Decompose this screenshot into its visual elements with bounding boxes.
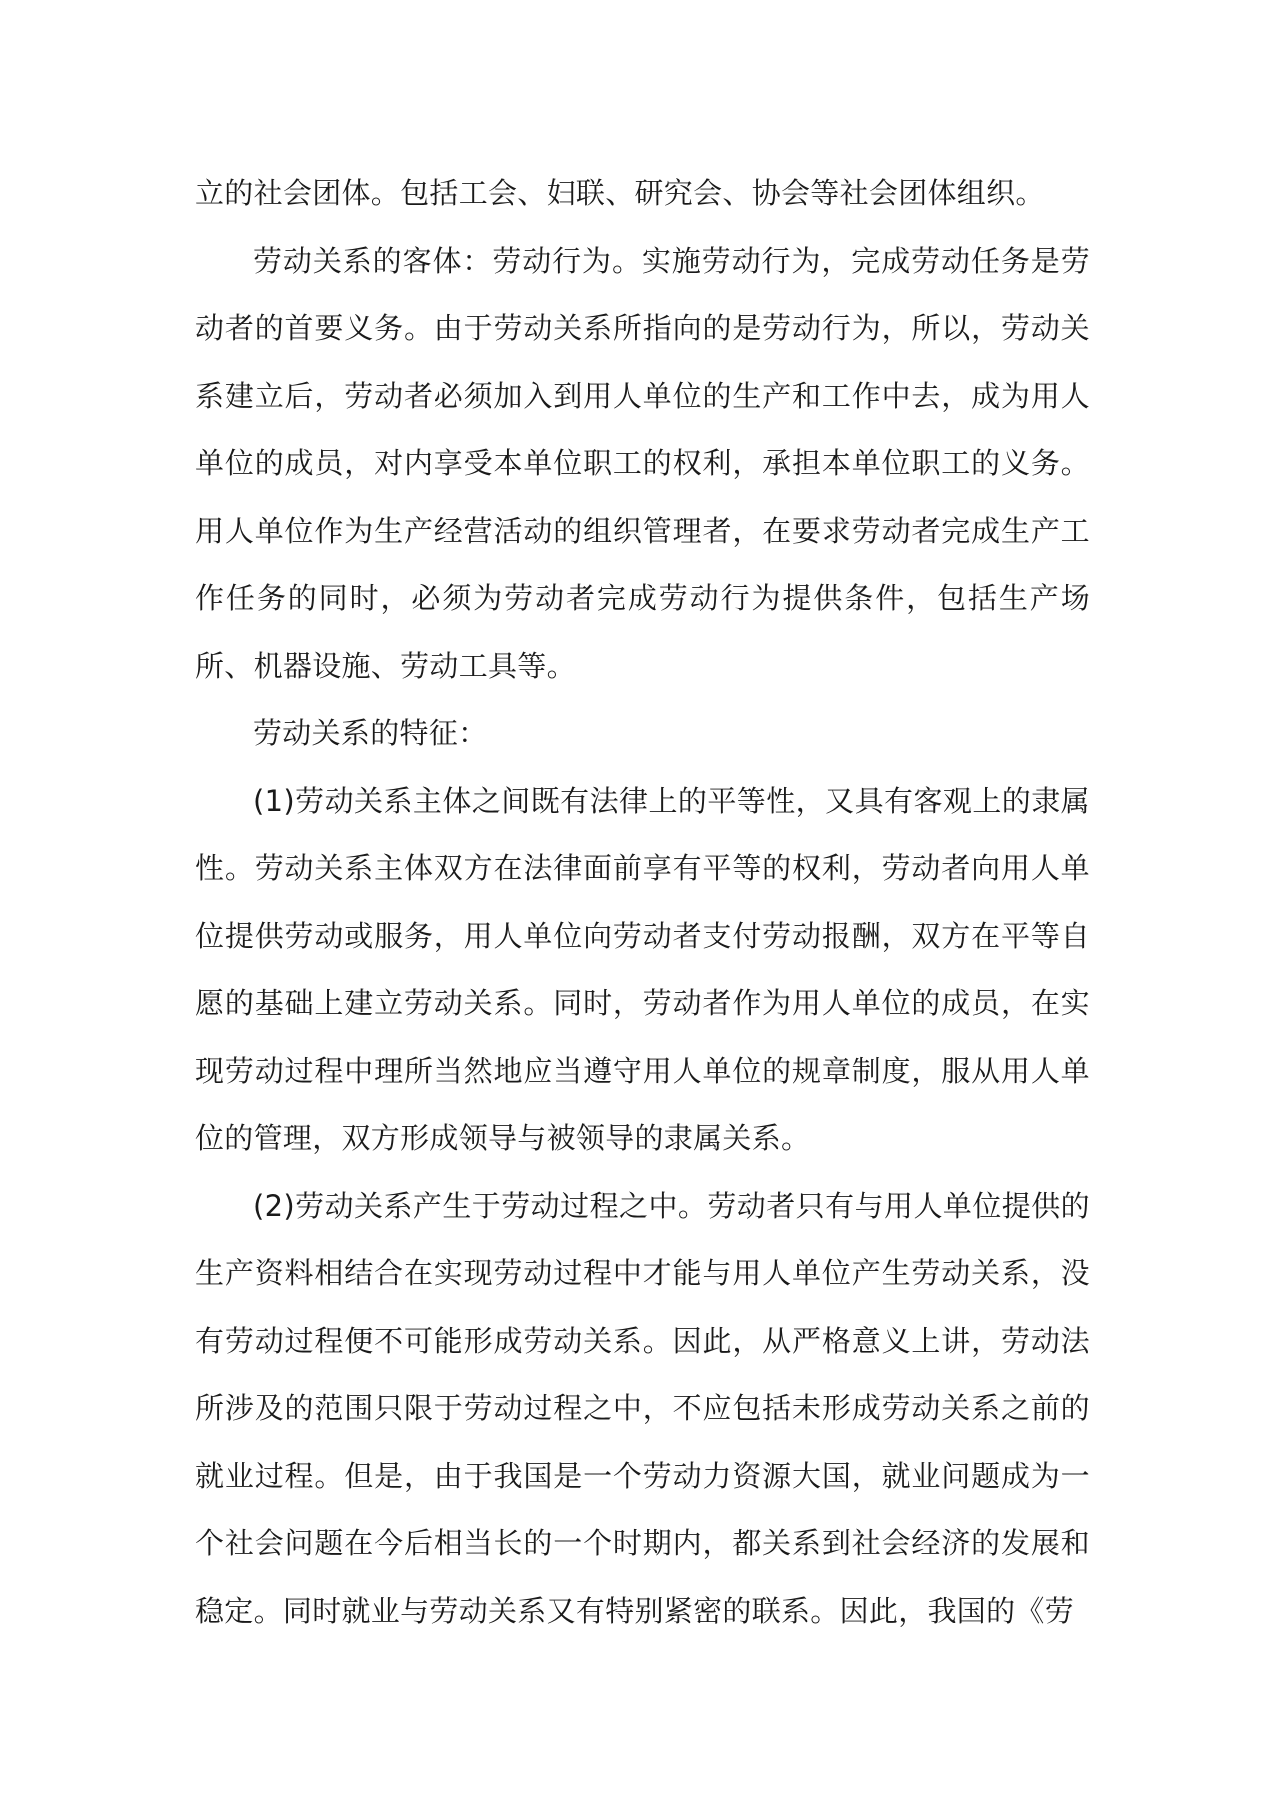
paragraph-intro-continuation: 立的社会团体。包括工会、妇联、研究会、协会等社会团体组织。 (195, 176, 1045, 210)
paragraph-object-of-labor-relation: 劳动关系的客体：劳动行为。实施劳动行为，完成劳动任务是劳动者的首要义务。由于劳动关系所指向的是劳动行为，所以，劳动关系建立后，劳动者必须加入到用人单位的生产和工作中去，成为用人单位的成员，对内享受本单位职工的权利，承担本单位职工的义务。用人单位作为生产经营活动的组织管理者，在要求劳动者完成生产工作任务的同时，必须为劳动者完成劳动行为提供条件，包括生产场所、机器设施、劳动工具等。 (195, 243, 1090, 683)
paragraph-features-heading: 劳动关系的特征： (253, 716, 488, 750)
document-page (195, 160, 1090, 1645)
paragraph-feature-1: (1)劳动关系主体之间既有法律上的平等性，又具有客观上的隶属性。劳动关系主体双方在法律面前享有平等的权利，劳动者向用人单位提供劳动或服务，用人单位向劳动者支付劳动报酬，双方在平等自愿的基础上建立劳动关系。同时，劳动者作为用人单位的成员，在实现劳动过程中理所当然地应当遵守用人单位的规章制度，服从用人单位的管理，双方形成领导与被领导的隶属关系。 (195, 783, 1090, 1155)
paragraph-feature-2: (2)劳动关系产生于劳动过程之中。劳动者只有与用人单位提供的生产资料相结合在实现劳动过程中才能与用人单位产生劳动关系，没有劳动过程便不可能形成劳动关系。因此，从严格意义上讲，劳动法所涉及的范围只限于劳动过程之中，不应包括未形成劳动关系之前的就业过程。但是，由于我国是一个劳动力资源大国，就业问题成为一个社会问题在今后相当长的一个时期内，都关系到社会经济的发展和稳定。同时就业与劳动关系又有特别紧密的联系。因此，我国的《劳 (195, 1188, 1090, 1628)
